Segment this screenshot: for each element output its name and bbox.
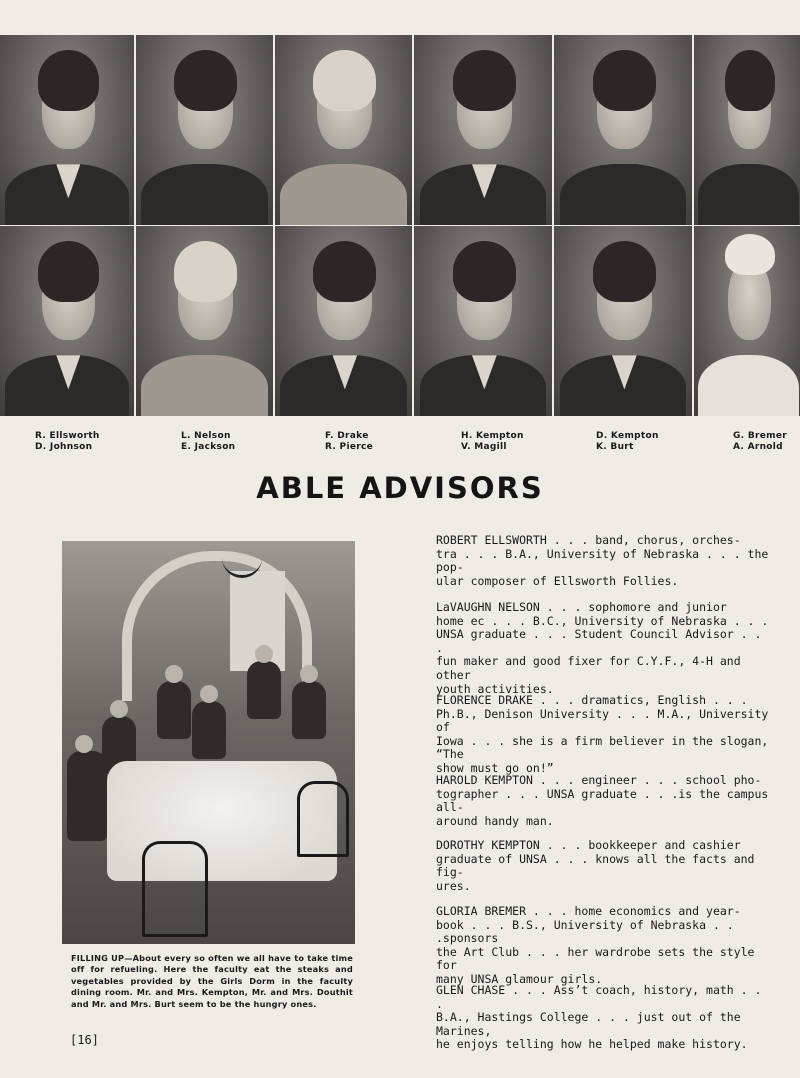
- portrait-name: V. Magill: [461, 442, 507, 452]
- portrait-name: D. Johnson: [35, 442, 93, 452]
- bio-line: ular composer of Ellsworth Follies.: [436, 573, 679, 588]
- bio-glen-chase: [436, 984, 772, 1052]
- portrait-name: L. Nelson: [181, 431, 231, 441]
- bio-line: ures.: [436, 878, 471, 893]
- portrait-photo: [275, 35, 412, 225]
- bio-line: HAROLD KEMPTON . . . engineer . . . school pho-: [436, 773, 762, 787]
- name-pair: [733, 431, 787, 453]
- diner: [192, 701, 226, 759]
- diner: [157, 681, 191, 739]
- name-pair: [461, 431, 524, 453]
- bio-lavaughn-nelson: [436, 601, 772, 696]
- photo-caption: FILLING UP—About every so often we all have to take time off for refueling. Here the faculty eat the steaks and vegetables provided by the Girls Dorm in the faculty dining room. Mr. and Mrs. Kempton, Mr. and Mrs. Douthit and Mr. and Mrs. Burt seem to be the hungry ones.: [71, 953, 353, 1009]
- bio-line: show must go on!”: [436, 760, 554, 775]
- diner: [247, 661, 281, 719]
- bio-line: Ph.B., Denison University . . . M.A., University of: [436, 706, 769, 735]
- portrait-name: G. Bremer: [733, 431, 787, 441]
- page-number: [16]: [70, 1033, 99, 1047]
- bio-line: graduate of UNSA . . . knows all the facts and fig-: [436, 851, 755, 880]
- bio-dorothy-kempton: [436, 839, 772, 893]
- bio-line: home ec . . . B.C., University of Nebraska . . .: [436, 613, 769, 628]
- portrait-name: D. Kempton: [596, 431, 659, 441]
- portrait-photo: [275, 226, 412, 416]
- portrait-photo: [414, 226, 552, 416]
- bio-line: he enjoys telling how he helped make history.: [436, 1037, 748, 1052]
- bio-line: Iowa . . . she is a firm believer in the slogan, “The: [436, 733, 769, 762]
- portrait-photo: [0, 35, 134, 225]
- bio-line: GLEN CHASE . . . Ass’t coach, history, math . . .: [436, 983, 762, 1011]
- bio-line: UNSA graduate . . . Student Council Advisor . . .: [436, 627, 762, 655]
- bio-line: fun maker and good fixer for C.Y.F., 4-H and other: [436, 654, 741, 682]
- bio-line: book . . . B.S., University of Nebraska . . .sponsors: [436, 917, 734, 946]
- portrait-name: R. Ellsworth: [35, 431, 100, 441]
- portrait-name: E. Jackson: [181, 442, 236, 452]
- portrait-name: F. Drake: [325, 431, 369, 441]
- bio-line: around handy man.: [436, 813, 554, 828]
- portrait-photo: [554, 226, 692, 416]
- name-pair: [325, 431, 373, 453]
- bio-harold-kempton: [436, 774, 772, 828]
- portrait-name: K. Burt: [596, 442, 634, 452]
- diner: [67, 751, 107, 841]
- bio-line: the Art Club . . . her wardrobe sets the style for: [436, 944, 755, 973]
- bio-line: youth activities.: [436, 681, 554, 696]
- bio-line: tra . . . B.A., University of Nebraska . . . the pop-: [436, 546, 769, 575]
- name-pair: [35, 431, 100, 453]
- portrait-photo: [136, 226, 273, 416]
- bio-line: tographer . . . UNSA graduate . . .is the campus all-: [436, 786, 769, 815]
- page-title: ABLE ADVISORS: [256, 471, 544, 505]
- faculty-portrait-grid: [0, 35, 800, 416]
- bio-line: B.A., Hastings College . . . just out of the Marines,: [436, 1010, 741, 1038]
- chair: [297, 781, 349, 857]
- portrait-photo: [0, 226, 134, 416]
- portrait-name: H. Kempton: [461, 431, 524, 441]
- bio-gloria-bremer: [436, 905, 772, 987]
- bio-line: ROBERT ELLSWORTH . . . band, chorus, orches-: [436, 533, 741, 547]
- bio-line: DOROTHY KEMPTON . . . bookkeeper and cashier: [436, 838, 741, 852]
- chair: [142, 841, 208, 937]
- portrait-photo: [694, 226, 800, 416]
- portrait-name: A. Arnold: [733, 442, 783, 452]
- portrait-photo: [694, 35, 800, 225]
- portrait-photo: [554, 35, 692, 225]
- dining-room-photo: [62, 541, 355, 944]
- bio-line: FLORENCE DRAKE . . . dramatics, English . . .: [436, 693, 748, 707]
- portrait-photo: [414, 35, 552, 225]
- name-pair: [596, 431, 659, 453]
- bio-line: LaVAUGHN NELSON . . . sophomore and junior: [436, 600, 727, 614]
- portrait-photo: [136, 35, 273, 225]
- bio-florence-drake: [436, 694, 772, 776]
- name-pair: [181, 431, 235, 453]
- portrait-name: R. Pierce: [325, 442, 374, 452]
- bio-line: many UNSA glamour girls.: [436, 971, 603, 986]
- diner: [292, 681, 326, 739]
- portrait-name-labels: [0, 431, 800, 455]
- bio-robert-ellsworth: [436, 534, 772, 588]
- bio-line: GLORIA BREMER . . . home economics and year-: [436, 904, 741, 918]
